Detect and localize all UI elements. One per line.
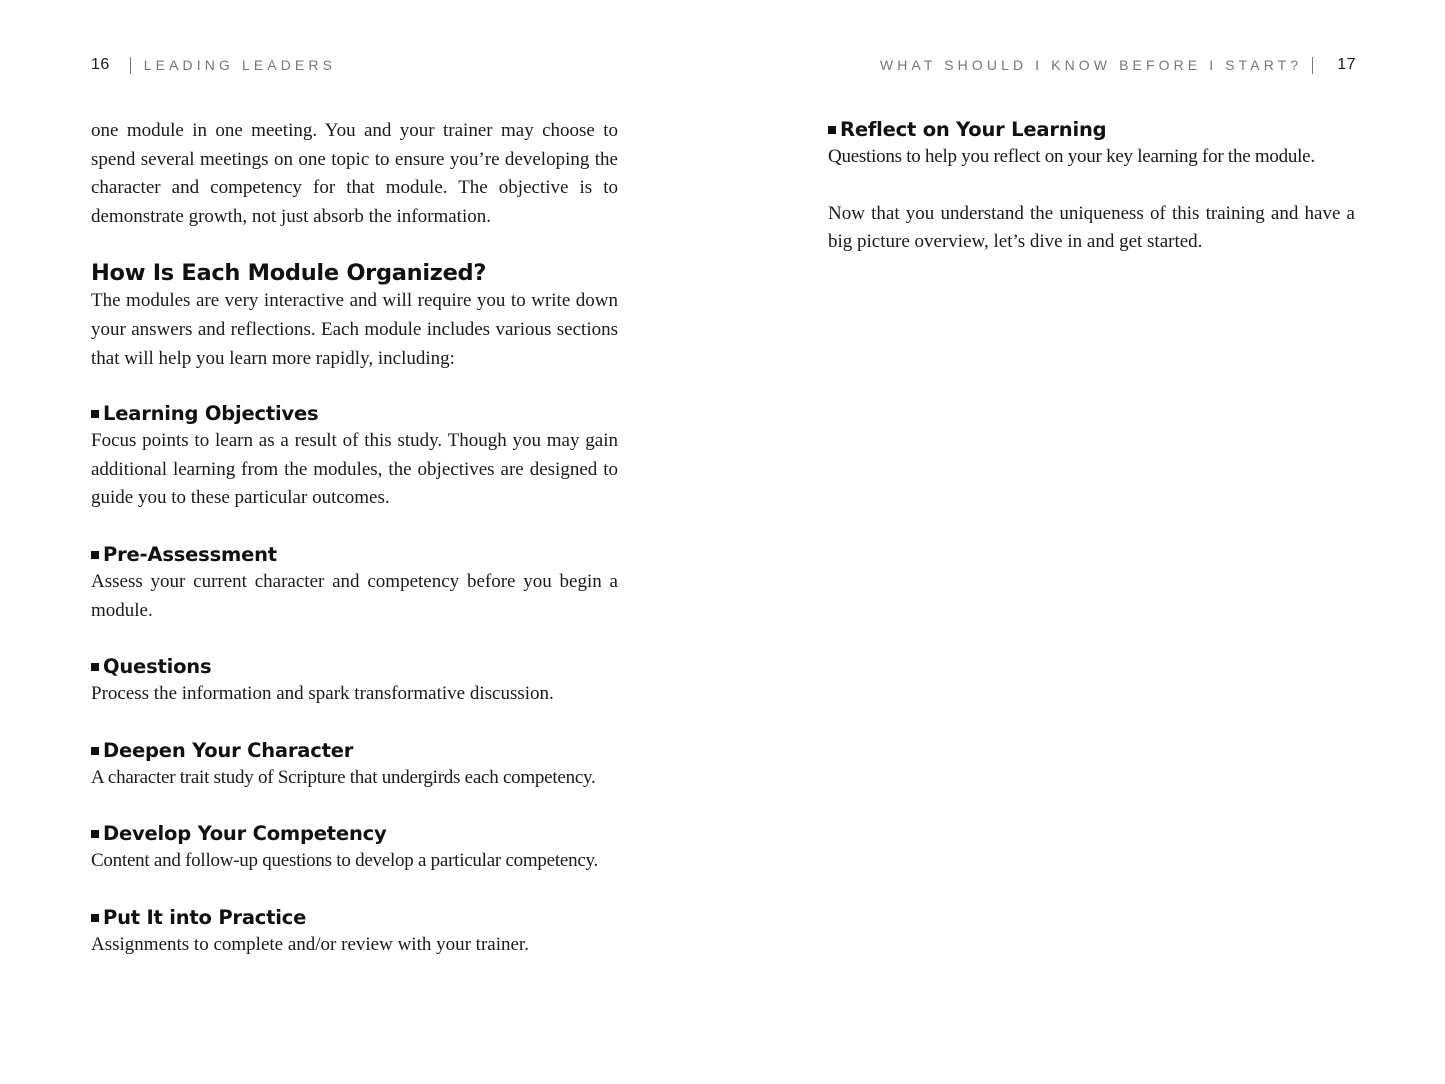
square-bullet-icon: [91, 914, 99, 922]
section-description: Questions to help you reflect on your key learning for the module.: [828, 146, 1315, 167]
left-text-column: [91, 117, 618, 960]
left-page-number: 16: [91, 56, 110, 73]
subheading-label: Develop Your Competency: [103, 822, 387, 846]
subheading-label: Deepen Your Character: [103, 738, 354, 762]
left-running-title: LEADING LEADERS: [143, 57, 337, 73]
section-description: Process the information and spark transformative discussion.: [91, 683, 554, 705]
module-section-develop-competency: [91, 821, 618, 876]
subheading-deepen-character: [91, 738, 618, 764]
left-running-head: [91, 54, 336, 76]
running-head-divider: [130, 57, 131, 74]
subheading-label: Questions: [103, 655, 212, 679]
subheading-learning-objectives: [91, 401, 618, 427]
subheading-label: Put It into Practice: [103, 905, 307, 929]
right-running-head: [880, 54, 1356, 76]
left-page: [0, 0, 722, 1084]
subheading-label: Learning Objectives: [103, 402, 319, 426]
right-running-title: WHAT SHOULD I KNOW BEFORE I START?: [879, 57, 1303, 73]
subheading-label: Pre-Assessment: [103, 542, 277, 566]
intro-paragraph: one module in one meeting. You and your trainer may choose to spend several meetings on one topic to ensure you’re developing the character and competency for that module. The objective is to demonstrate growth, not just absorb the information.: [91, 120, 618, 227]
section-description: Assignments to complete and/or review with your trainer.: [91, 933, 529, 955]
square-bullet-icon: [91, 830, 99, 838]
subheading-reflect-learning: [828, 117, 1355, 143]
module-section-pre-assessment: [91, 542, 618, 625]
closing-paragraph: Now that you understand the uniqueness of this training and have a big picture overview, let’s dive in and get started.: [828, 202, 1355, 253]
square-bullet-icon: [91, 551, 99, 559]
section-description: Focus points to learn as a result of this study. Though you may gain additional learning from the modules, the objectives are designed to guide you to these particular outcomes.: [91, 430, 618, 509]
module-section-put-into-practice: [91, 905, 618, 960]
subheading-develop-competency: [91, 821, 618, 847]
section-description: Assess your current character and competency before you begin a module.: [91, 570, 618, 621]
right-text-column: [828, 117, 1355, 257]
subheading-label: Reflect on Your Learning: [840, 118, 1107, 141]
square-bullet-icon: [91, 747, 99, 755]
module-section-deepen-character: [91, 738, 618, 793]
section-description: Content and follow-up questions to develop a particular competency.: [91, 850, 599, 872]
module-section-reflect-learning: [828, 117, 1355, 172]
section-description: A character trait study of Scripture that undergirds each competency.: [91, 766, 596, 788]
square-bullet-icon: [828, 126, 836, 134]
subheading-pre-assessment: [91, 542, 618, 568]
square-bullet-icon: [91, 663, 99, 671]
section-heading: How Is Each Module Organized?: [91, 260, 487, 287]
running-head-divider: [1312, 57, 1313, 74]
right-page-number: 17: [1337, 56, 1356, 73]
subheading-questions: [91, 654, 618, 680]
square-bullet-icon: [91, 410, 99, 418]
right-page: [722, 0, 1445, 1084]
heading-paragraph: The modules are very interactive and will require you to write down your answers and reflections. Each module includes various sections that will help you learn more rapidly, including:: [91, 290, 618, 369]
module-section-questions: [91, 654, 618, 709]
subheading-put-into-practice: [91, 905, 618, 931]
module-section-learning-objectives: [91, 401, 618, 513]
